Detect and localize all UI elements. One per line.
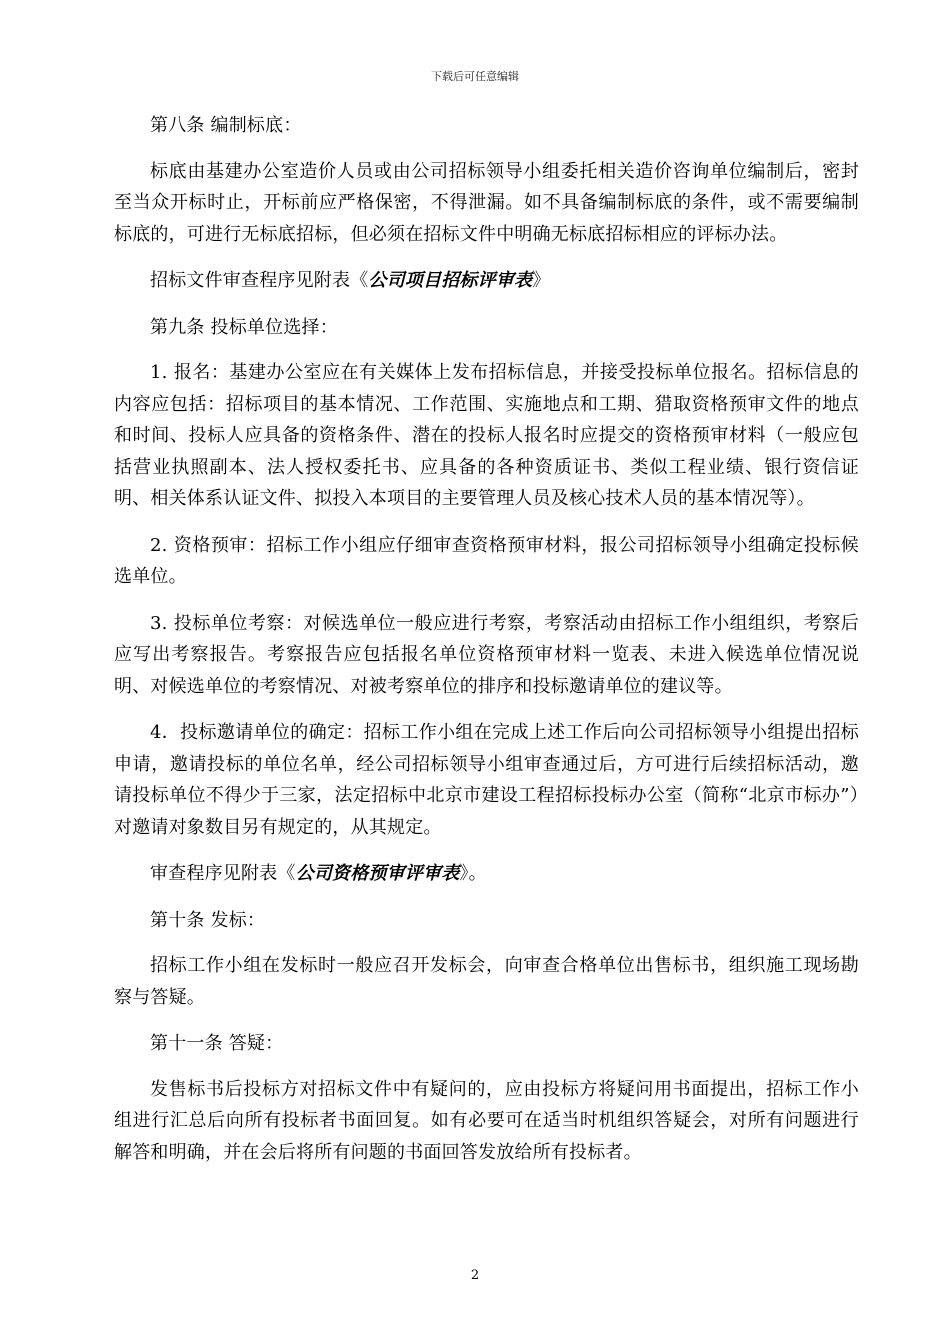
page-number: 2 bbox=[470, 1268, 480, 1283]
article-9-item-1: 1. 报名：基建办公室应在有关媒体上发布招标信息，并接受投标单位报名。招标信息的内容应包括：招标项目的基本情况、工作范围、实施地点和工期、猎取资格预审文件的地点和时间、投标人应具备的资格条件、潜在的投标人报名时应提交的资格预审材料（一般应包括营业执照副本、法人授权委托书、应具备的各种资质证书、类似工程业绩、银行资信证明、相关体系认证文件、拟投入本项目的主要管理人员及核心技术人员的基本情况等）。 bbox=[114, 362, 859, 509]
article-11-heading: 第十一条 答疑： bbox=[150, 1033, 284, 1054]
article-10-heading: 第十条 发标： bbox=[150, 909, 266, 931]
note-text-after: 》。 bbox=[459, 863, 487, 884]
article-8-paragraph: 标底由基建办公室造价人员或由公司招标领导小组委托相关造价咨询单位编制后，密封至当众开标时止，开标前应严格保密，不得泄漏。如不具备编制标底的条件，或不需要编制标底的，可进行无标底招标，但必须在招标文件中明确无标底招标相应的评标办法。 bbox=[114, 160, 859, 245]
article-10-paragraph: 招标工作小组在发标时一般应召开发标会，向审查合格单位出售标书，组织施工现场勘察与答疑。 bbox=[114, 955, 859, 1008]
article-8-heading: 第八条 编制标底： bbox=[150, 115, 302, 136]
page-header: 下载后可任意编辑 bbox=[431, 70, 519, 83]
note-text-after: 》 bbox=[532, 270, 551, 291]
note-text-before: 招标文件审查程序见附表《 bbox=[150, 270, 369, 291]
document-body bbox=[114, 110, 859, 1183]
note-text-before: 审查程序见附表《 bbox=[150, 863, 296, 884]
article-9-heading: 第九条 投标单位选择： bbox=[150, 316, 338, 338]
qualification-review-note bbox=[114, 858, 859, 890]
article-9-item-3: 3. 投标单位考察：对候选单位一般应进行考察，考察活动由招标工作小组组织，考察后应写出考察报告。考察报告应包括报名单位资格预审材料一览表、未进入候选单位情况说明、对候选单位的考察情况、对被考察单位的排序和投标邀请单位的建议等。 bbox=[114, 612, 859, 697]
form-title-bold: 公司资格预审评审表 bbox=[295, 863, 460, 884]
article-9-item-2: 2. 资格预审：招标工作小组应仔细审查资格预审材料，报公司招标领导小组确定投标候选单位。 bbox=[114, 534, 859, 587]
article-9-item-4: 4．投标邀请单位的确定：招标工作小组在完成上述工作后向公司招标领导小组提出招标申请，邀请投标的单位名单，经公司招标领导小组审查通过后，方可进行后续招标活动，邀请投标单位不得少于三家，法定招标中北京市建设工程招标投标办公室（简称“北京市标办”）对邀请对象数目另有规定的，从其规定。 bbox=[114, 722, 859, 838]
form-title-bold: 公司项目招标评审表 bbox=[368, 270, 533, 291]
article-11-paragraph: 发售标书后投标方对招标文件中有疑问的，应由投标方将疑问用书面提出，招标工作小组进行汇总后向所有投标者书面回复。如有必要可在适当时机组织答疑会，对所有问题进行解答和明确，并在会后将所有问题的书面回答发放给所有投标者。 bbox=[114, 1078, 859, 1163]
review-procedure-note bbox=[114, 265, 859, 297]
